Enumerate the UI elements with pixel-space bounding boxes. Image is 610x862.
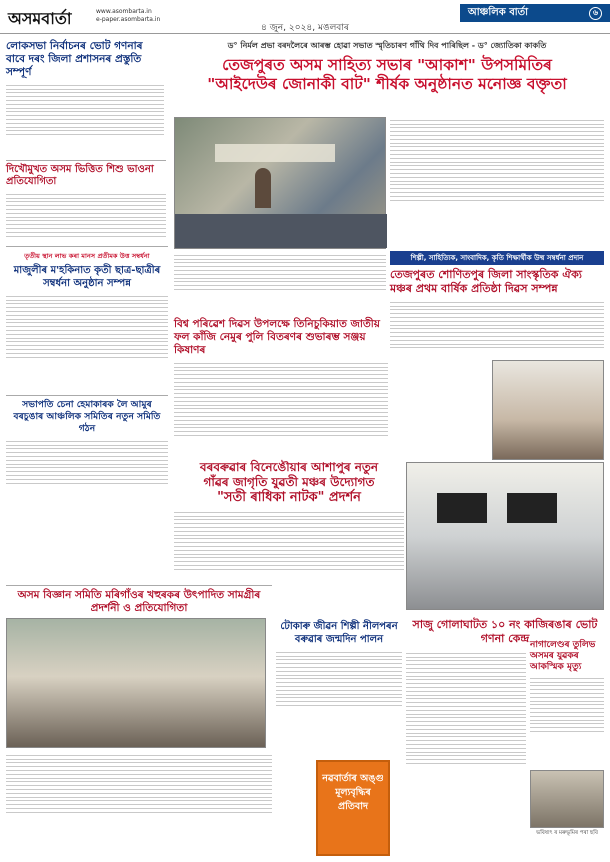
left-story-2-headline: দিখৌমুখত অসম ভিত্তিত শিশু ভাওনা প্ৰতিযোগিতা: [6, 164, 154, 187]
nagaland-story: [530, 640, 604, 775]
top-story-headline-1: তেজপুৰত অসম সাহিত্য সভাৰ "আকাশ" উপসমিতিৰ: [222, 56, 552, 74]
top-story-headline-2: "আইদেউৰ জোনাকী বাট" শীৰ্ষক অনুষ্ঠানত মনোজ্ঞ বক্তৃতা: [207, 75, 567, 93]
top-story: [170, 40, 604, 94]
top-story-photo: [174, 117, 386, 249]
artist-story-headline: টোকাৰু জীৱন শিল্পী নীলপৰন বৰুৱাৰ জন্মদিন পালন: [280, 621, 398, 645]
masthead-logo: অসমবাৰ্তা: [8, 9, 72, 28]
website-link[interactable]: www.asombarta.in: [96, 8, 152, 15]
bottom-left-photo: [6, 618, 266, 748]
nagaland-story-headline: নাগালেণ্ডৰ তুলিভ অসমৰ যুৱকৰ আকস্মিক মৃত্যু: [530, 640, 596, 672]
counting-photo: [406, 462, 604, 610]
drama-story-headline-1: বৰবৰুৱাৰ বিনেঙৌয়াৰ আশাপুৰ নতুন: [199, 460, 379, 474]
artist-story: [276, 620, 402, 749]
left-story-3-headline: মাজুলীৰ ম'হকিনাত কৃতী ছাত্ৰ-ছাত্ৰীৰ সম্বৰ্ধনা অনুষ্ঠান সম্পন্ন: [13, 265, 161, 289]
section-title: আঞ্চলিক বাৰ্তা: [468, 6, 529, 18]
middle-banner: শিল্পী, সাহিত্যিক, সাংবাদিক, কৃতি শিক্ষাৰ্থীক উষ্ম সম্বৰ্ধনা প্ৰদান: [390, 251, 604, 265]
center-story: [174, 318, 388, 480]
top-story-body-2: [174, 252, 386, 314]
bottom-left-story-body: [6, 752, 272, 858]
bottom-left-story: [6, 585, 272, 615]
ad-box[interactable]: নৱবাৰ্তাৰ অঙ্গু মূল্যবৃদ্ধিৰ প্ৰতিবাদ: [316, 760, 390, 856]
nagaland-photo: [530, 770, 604, 828]
right-story-1-headline: তেজপুৰত শোণিতপুৰ জিলা সাংস্কৃতিক ঐক্য মঞ্চৰ প্ৰথম বাৰ্ষিক প্ৰতিষ্ঠা দিৱস সম্পন্ন: [390, 268, 582, 295]
left-story-1-body: [6, 82, 164, 164]
left-story-4-body: [6, 438, 168, 514]
left-story-3: [6, 246, 168, 395]
bottom-left-story-headline: অসম বিজ্ঞান সমিতি মৰিগাঁওৰ খহুৰকৰ উৎপাদিত সামগ্ৰীৰ প্ৰদৰ্শনী ও প্ৰতিযোগিতা: [17, 589, 261, 614]
epaper-link[interactable]: e-paper.asombarta.in: [96, 16, 161, 23]
left-story-4: [6, 395, 168, 514]
left-story-3-kicker: তৃতীয় স্থান লাভ কৰা মানস প্ৰতীমক উত্ত সম্বৰ্ধনা: [24, 252, 150, 260]
dateline: ৪ জুন, ২০২৪, মঙলবাৰ: [0, 22, 610, 34]
right-story-photo: [492, 360, 604, 460]
photo-caption: ভবিষ্যৎ ৰ মৰুভূমিৰ পৰা ছবি: [536, 830, 598, 836]
counting-story-body: [406, 650, 526, 856]
nagaland-story-body: [530, 675, 604, 775]
page-number: ৬: [589, 7, 602, 20]
section-tab: [460, 4, 610, 22]
top-story-kicker: ড° নিৰ্মল প্ৰভা বৰদলৈৰে আৰম্ভ হোৱা সভাত স্মৃতিচাৰণ গাঁথি দিব পাৰিছিল - ড° জ্যোতিকা কাকতি: [227, 41, 547, 50]
drama-story-headline-2: গাঁৱৰ জাগৃতি যুৱতী মঞ্চৰ উদ্যোগত: [203, 475, 375, 489]
artist-story-body: [276, 649, 402, 749]
left-story-4-headline: সভাপতি চেনা হেমাকাৰক লৈ আমুৰ বৰচুঙাৰ আঞ্চলিক সমিতিৰ নতুন সমিতি গঠন: [13, 399, 161, 434]
center-story-headline: বিশ্ব পৰিৱেশ দিৱস উপলক্ষে তিনিচুকিয়াত জাতীয় ফল কাঁজি নেমুৰ পুলি বিতৰণৰ শুভাৰম্ভ সঞ্জয় কিষাণৰ: [174, 318, 380, 356]
top-story-body: [390, 117, 604, 249]
left-story-1-headline: লোকসভা নিৰ্বাচনৰ ভোট গণনাৰ বাবে দৰং জিলা প্ৰশাসনৰ প্ৰস্তুতি সম্পূৰ্ণ: [6, 40, 143, 78]
drama-story-headline-3: "সতী ৰাধিকা নাটক" প্ৰদৰ্শন: [217, 490, 361, 505]
left-story-1: [6, 40, 164, 164]
left-story-3-body: [6, 293, 168, 395]
counting-story-headline: সাজু গোলাঘাটত ১০ নং কাজিৰঙাৰ ভোট গণনা কেন্দ্ৰ: [412, 618, 598, 645]
